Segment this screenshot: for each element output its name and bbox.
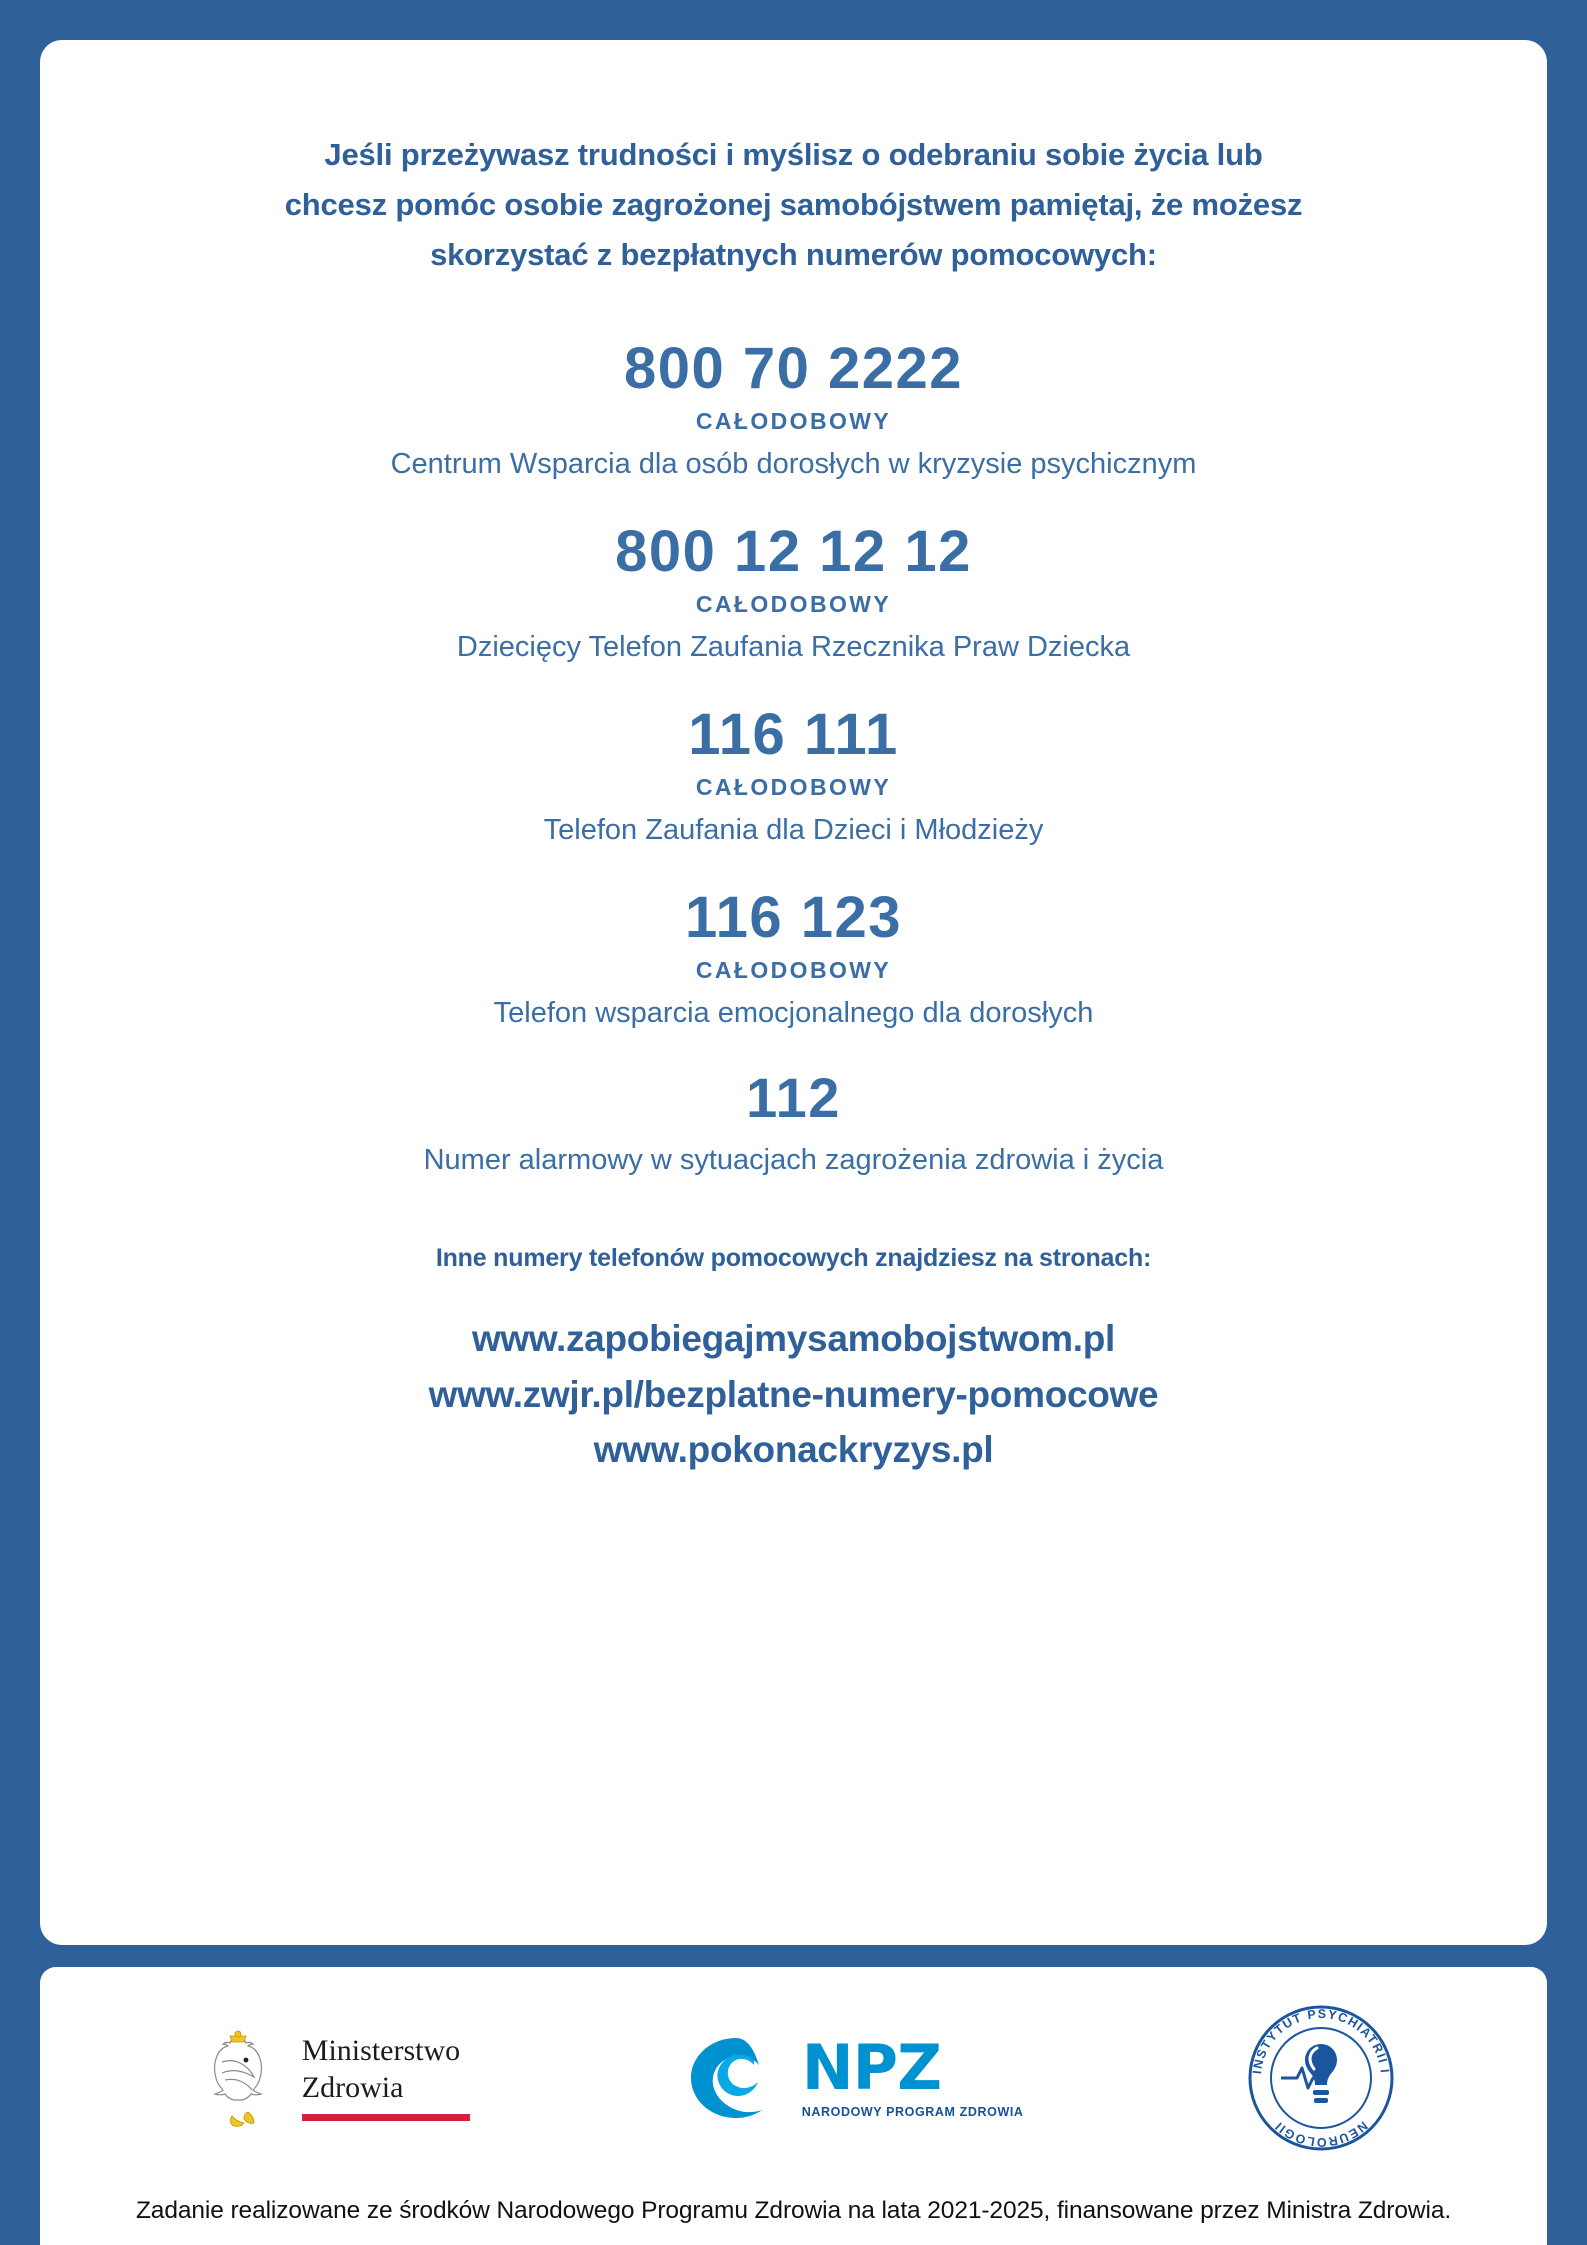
helpline-entry (100, 335, 1487, 484)
helpline-card (40, 40, 1547, 1945)
helpline-availability: CAŁODOBOWY (695, 773, 892, 800)
helpline-description: Centrum Wsparcia dla osób dorosłych w kryzysie psychicznym (390, 447, 1197, 480)
npz-swirl-icon (684, 2032, 788, 2124)
emergency-description: Numer alarmowy w sytuacjach zagrożenia zdrowia i życia (423, 1144, 1164, 1177)
footer-bar (40, 1967, 1547, 2245)
funding-note: Zadanie realizowane ze środków Narodowego Programu Zdrowia na lata 2021-2025, finansowane przez Ministra Zdrowia. (135, 2197, 1452, 2224)
helpline-description: Telefon Zaufania dla Dzieci i Młodzieży (543, 813, 1044, 846)
ministry-line-2: Zdrowia (301, 2071, 404, 2104)
ministry-wordmark (302, 2033, 460, 2122)
links-list (100, 1311, 1487, 1478)
intro-text (229, 130, 1359, 281)
helpline-number: 116 123 (685, 884, 902, 950)
svg-text:INSTYTUT PSYCHIATRII I: INSTYTUT PSYCHIATRII I (1250, 2006, 1393, 2075)
emergency-number: 112 (746, 1066, 841, 1130)
npz-logo (684, 2032, 1024, 2124)
link-zapobiegajmysamobojstwom[interactable]: www.zapobiegajmysamobojstwom.pl (471, 1318, 1116, 1360)
helpline-number: 800 70 2222 (623, 335, 964, 401)
intro-line-3: skorzystać z bezpłatnych numerów pomocowych: (430, 237, 1157, 273)
npz-wordmark (801, 2031, 1024, 2119)
helpline-availability: CAŁODOBOWY (695, 407, 892, 434)
intro-line-2: chcesz pomóc osobie zagrożonej samobójstwem pamiętaj, że możesz (284, 187, 1303, 223)
helpline-entry (100, 884, 1487, 1033)
institute-of-psychiatry-logo (1247, 2004, 1395, 2152)
helpline-description: Dziecięcy Telefon Zaufania Rzecznika Praw Dziecka (456, 630, 1131, 663)
logo-row (80, 1993, 1507, 2163)
helpline-availability: CAŁODOBOWY (695, 590, 892, 617)
helpline-number: 116 111 (688, 701, 899, 767)
ministry-red-rule (302, 2114, 470, 2121)
link-zwjr[interactable]: www.zwjr.pl/bezplatne-numery-pomocowe (428, 1373, 1159, 1415)
helpline-entry (100, 518, 1487, 667)
polish-eagle-icon (192, 2024, 284, 2132)
link-pokonackryzys[interactable]: www.pokonackryzys.pl (593, 1429, 994, 1471)
other-numbers-label: Inne numery telefonów pomocowych znajdziesz na stronach: (435, 1244, 1152, 1273)
ministry-of-health-logo (192, 2024, 460, 2132)
helpline-entry (100, 701, 1487, 850)
intro-line-1: Jeśli przeżywasz trudności i myślisz o odebraniu sobie życia lub (324, 137, 1263, 172)
svg-text:NEUROLOGII: NEUROLOGII (1271, 2118, 1371, 2150)
emergency-entry (100, 1066, 1487, 1180)
helpline-description: Telefon wsparcia emocjonalnego dla dorosłych (493, 996, 1094, 1029)
npz-subtitle: NARODOWY PROGRAM ZDROWIA (801, 2105, 1024, 2119)
npz-name: NPZ (801, 2031, 942, 2104)
helpline-availability: CAŁODOBOWY (695, 956, 892, 983)
helpline-number: 800 12 12 12 (615, 518, 972, 584)
ministry-line-1: Ministerstwo (301, 2034, 461, 2068)
